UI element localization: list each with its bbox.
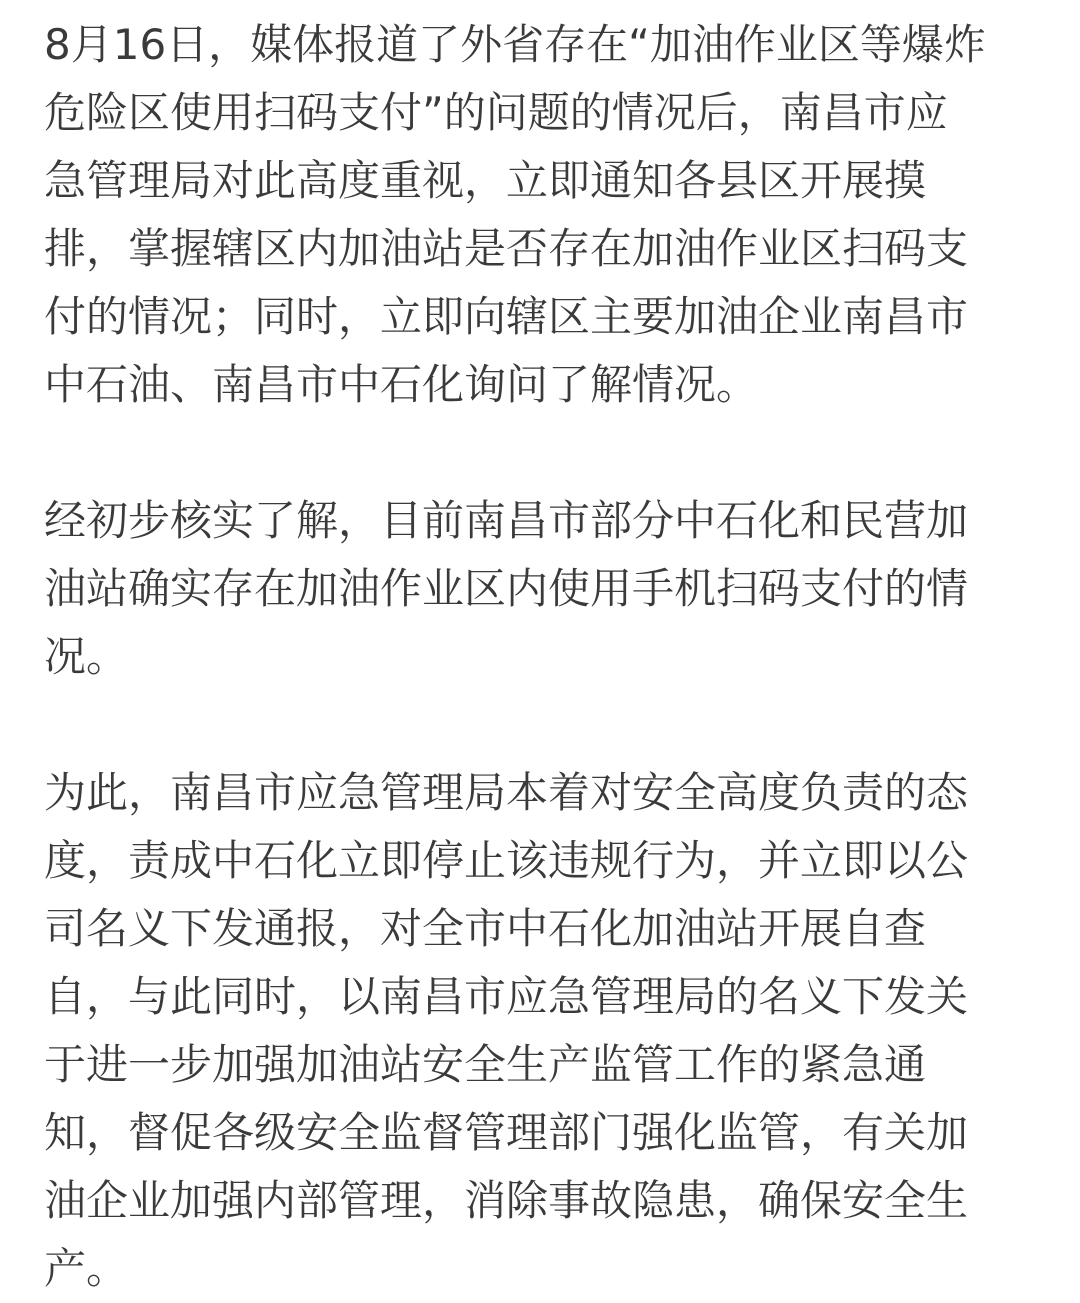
text-line: 度，责成中石化立即停止该违规行为，并立即以公 bbox=[44, 836, 969, 885]
text-line: 况。 bbox=[44, 632, 129, 681]
paragraph-1 bbox=[44, 11, 986, 419]
text-line: 为此，南昌市应急管理局本着对安全高度负责的态 bbox=[44, 768, 969, 817]
text-line: 知，督促各级安全监督管理部门强化监管，有关加 bbox=[44, 1108, 969, 1157]
text-line: 危险区使用扫码支付”的问题的情况后，南昌市应 bbox=[44, 88, 948, 137]
text-line: 产。 bbox=[44, 1244, 129, 1293]
text-line: 于进一步加强加油站安全生产监管工作的紧急通 bbox=[44, 1040, 927, 1089]
paragraph-3 bbox=[44, 759, 968, 1303]
text-line: 自，与此同时，以南昌市应急管理局的名义下发关 bbox=[44, 972, 969, 1021]
text-line: 急管理局对此高度重视，立即通知各县区开展摸 bbox=[44, 156, 927, 205]
text-line: 油企业加强内部管理，消除事故隐患，确保安全生 bbox=[44, 1176, 969, 1225]
text-line: 油站确实存在加油作业区内使用手机扫码支付的情 bbox=[44, 564, 969, 613]
text-line: 司名义下发通报，对全市中石化加油站开展自查 bbox=[44, 904, 927, 953]
text-line: 付的情况；同时，立即向辖区主要加油企业南昌市 bbox=[44, 292, 969, 341]
text-line: 经初步核实了解，目前南昌市部分中石化和民营加 bbox=[44, 496, 969, 545]
paragraph-2 bbox=[44, 487, 968, 691]
text-line: 8月16日，媒体报道了外省存在“加油作业区等爆炸 bbox=[44, 20, 986, 69]
text-line: 排，掌握辖区内加油站是否存在加油作业区扫码支 bbox=[44, 224, 969, 273]
text-line: 中石油、南昌市中石化询问了解情况。 bbox=[44, 360, 759, 409]
